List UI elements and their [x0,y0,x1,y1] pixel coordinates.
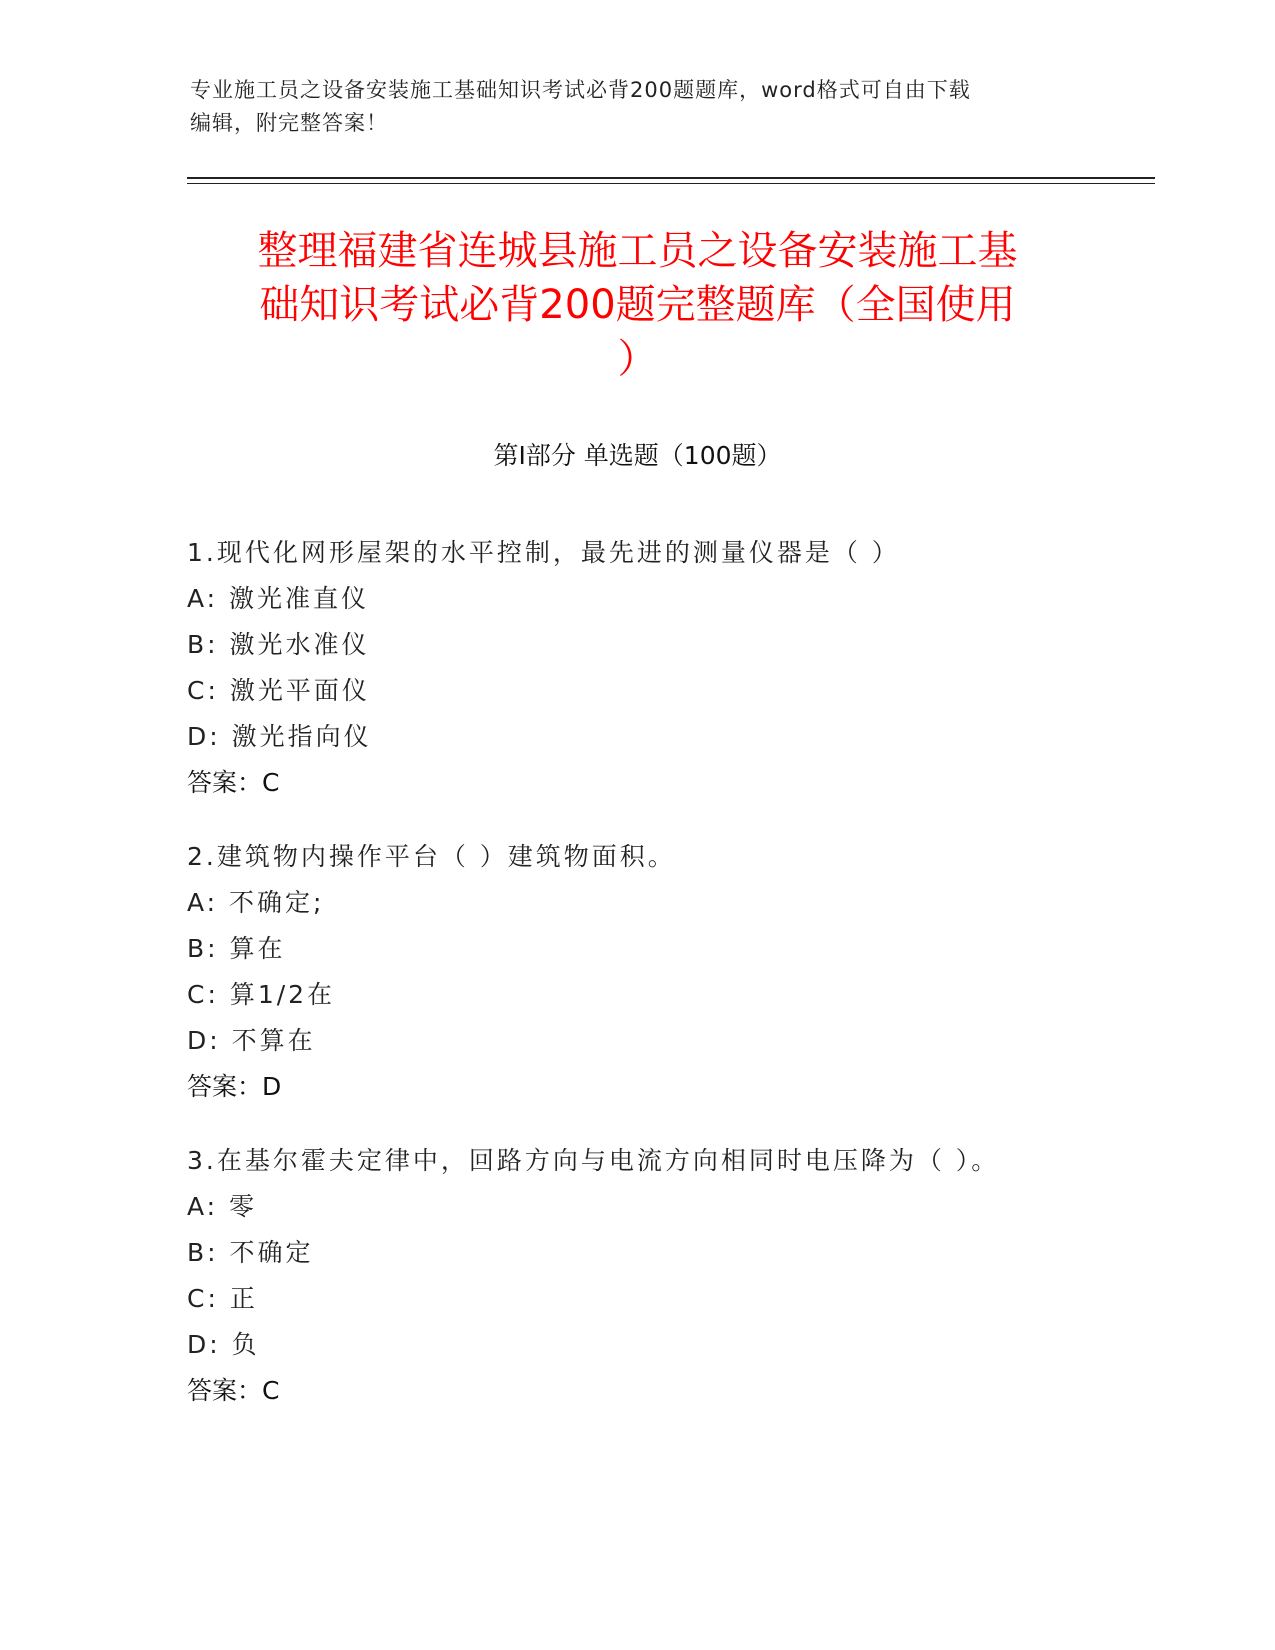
header-rule-thin [187,183,1155,184]
option-d: D: 不算在 [187,1026,316,1055]
option-d: D: 激光指向仪 [187,722,372,751]
section-title: 第Ⅰ部分 单选题（100题） [493,441,782,470]
question-stem: 1.现代化网形屋架的水平控制，最先进的测量仪器是（ ） [187,538,900,567]
question-list [187,530,1127,1442]
question-2 [187,834,1127,1110]
header-note [190,74,1090,140]
answer: 答案：C [187,768,280,797]
option-a: A: 激光准直仪 [187,584,370,613]
option-a: A: 零 [187,1192,258,1221]
header-note-line-2: 编辑，附完整答案！ [190,111,388,135]
option-c: C: 算1/2在 [187,980,336,1009]
option-d: D: 负 [187,1330,260,1359]
answer: 答案：C [187,1376,280,1405]
option-a: A: 不确定; [187,888,325,917]
document-title-line-3: ） [617,336,658,382]
document-title-line-1: 整理福建省连城县施工员之设备安装施工基 [257,228,1018,274]
option-b: B: 算在 [187,934,286,963]
option-c: C: 激光平面仪 [187,676,370,705]
header-note-line-1: 专业施工员之设备安装施工基础知识考试必背200题题库，word格式可自由下载 [190,78,971,102]
document-title [170,224,1105,386]
question-3 [187,1138,1127,1414]
answer: 答案：D [187,1072,282,1101]
option-b: B: 激光水准仪 [187,630,370,659]
header-rule-thick [187,177,1155,179]
option-b: B: 不确定 [187,1238,314,1267]
question-1 [187,530,1127,806]
question-stem: 3.在基尔霍夫定律中，回路方向与电流方向相同时电压降为（ ）。 [187,1146,1000,1175]
document-title-line-2: 础知识考试必背200题完整题库（全国使用 [259,282,1016,328]
question-stem: 2.建筑物内操作平台（ ）建筑物面积。 [187,842,676,871]
option-c: C: 正 [187,1284,258,1313]
